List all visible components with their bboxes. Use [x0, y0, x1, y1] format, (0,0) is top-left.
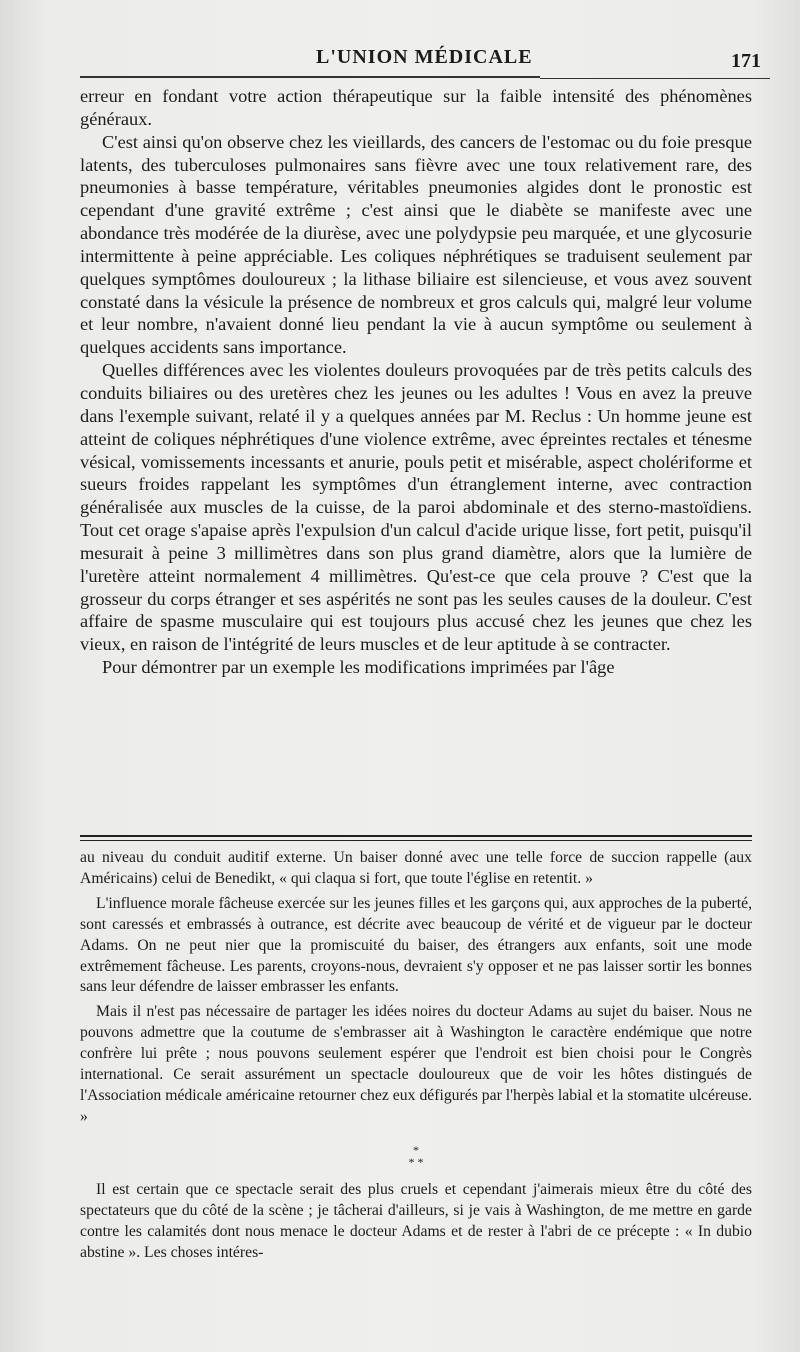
journal-title: L'UNION MÉDICALE	[316, 46, 533, 68]
paragraph-age-modifications: Pour démontrer par un exemple les modifications imprimées par l'âge	[102, 657, 615, 678]
asterism-top: *	[413, 1142, 419, 1157]
paragraph-elderly-symptoms: C'est ainsi qu'on observe chez les vieillards, des cancers de l'estomac ou du foie presque latents, des tuberculoses pulmonaires sans fièvre avec une toux relativement rare, des pneumonies à basse température, véritables pneumonies algides dont le pronostic est cependant d'une gravité extrême ; c'est ainsi que le diabète se manifeste avec une abondance très modérée de la diurèse, avec une polydypsie peu marquée, et une glycosurie intermittente à peine appréciable. Les coliques néphrétiques se traduisent seulement par quelques symptômes douloureux ; la lithase biliaire est silencieuse, et vous avez souvent constaté dans la vésicule la présence de nombreux et gros calculs qui, malgré leur volume et leur nombre, n'avaient donné lieu pendant la vie à aucun symptôme ou seulement à quelques accidents sans importance.	[80, 131, 752, 358]
header-rule	[80, 76, 540, 78]
note-paragraph-moral-influence: L'influence morale fâcheuse exercée sur les jeunes filles et les garçons qui, aux approches de la puberté, sont caressés et embrassés à outrance, est décrite avec beaucoup de vérité et de vigueur par le docteur Adams. On ne peut nier que la promiscuité du baiser, des étrangers aux enfants, soit une mode extrêmement fâcheuse. Les parents, croyons-nous, devraient s'y opposer et ne pas laisser sortir les bonnes sans leur défendre de laisser embrasser les enfants.	[80, 894, 752, 996]
main-text	[80, 85, 752, 679]
note-paragraph-kiss: au niveau du conduit auditif externe. Un baiser donné avec une telle force de succion rappelle (aux Américains) celui de Benedikt, « qui claqua si fort, que toute l'église en retentit. »	[80, 849, 752, 887]
paragraph-colic-example: Quelles différences avec les violentes douleurs provoquées par de très petits calculs des conduits biliaires ou des uretères chez les jeunes ou les adultes ! Vous en avez la preuve dans l'exemple suivant, relaté il y a quelques années par M. Reclus : Un homme jeune est atteint de coliques néphrétiques d'une violence extrême, avec épreintes rectales et ténesme vésical, vomissements incessants et anurie, pouls petit et misérable, aspect cholériforme et sueurs froides rappelant les symptômes d'un étranglement interne, avec contraction généralisée aux muscles de la cuisse, de la paroi abdominale et des sterno-mastoïdiens. Tout cet orage s'apaise après l'expulsion d'un calcul d'acide urique lisse, fort petit, puisqu'il mesurait à peine 3 millimètres dans son plus grand diamètre, alors que la lumière de l'uretère atteint normalement 4 millimètres. Qu'est-ce que cela prouve ? C'est que la grosseur du corps étranger et ses aspérités ne sont pas les seules causes de la douleur. C'est affaire de spasme musculaire qui est toujours plus accusé chez les jeunes que chez les vieux, en raison de l'intégrité de leurs muscles et de leur aptitude à se contracter.	[80, 360, 752, 655]
paragraph-continued: erreur en fondant votre action thérapeutique sur la faible intensité des phénomènes généraux.	[80, 86, 752, 129]
header-rule-thin	[540, 78, 770, 79]
note-paragraph-washington: Mais il n'est pas nécessaire de partager les idées noires du docteur Adams au sujet du baiser. Nous ne pouvons admettre que la coutume de s'embrasser ait à Washington le caractère endémique que notre confrère lui prête ; nous pouvons seulement espérer que l'endroit est bien choisi pour le Congrès international. Ce serait assurément un spectacle douloureux que de voir les hôtes distingués de l'Association médicale américaine retourner chez eux défigurés par l'herpès labial et la stomatite ulcéreuse. »	[80, 1003, 752, 1125]
asterism	[80, 1144, 752, 1168]
footnote-text	[80, 848, 752, 1263]
running-header	[80, 42, 770, 82]
note-paragraph-spectacle: Il est certain que ce spectacle serait des plus cruels et cependant j'aimerais mieux être du côté des spectateurs que du côté de la scène ; je tâcherai d'ailleurs, si je vais à Washington, de me mettre en garde contre les calamités dont nous menace le docteur Adams et de rester à l'abri de ce précepte : « In dubio abstine ». Les choses intéres-	[80, 1180, 752, 1261]
asterism-bottom: * *	[408, 1154, 424, 1169]
footnote-separator	[80, 835, 752, 841]
page-number: 171	[731, 50, 761, 72]
